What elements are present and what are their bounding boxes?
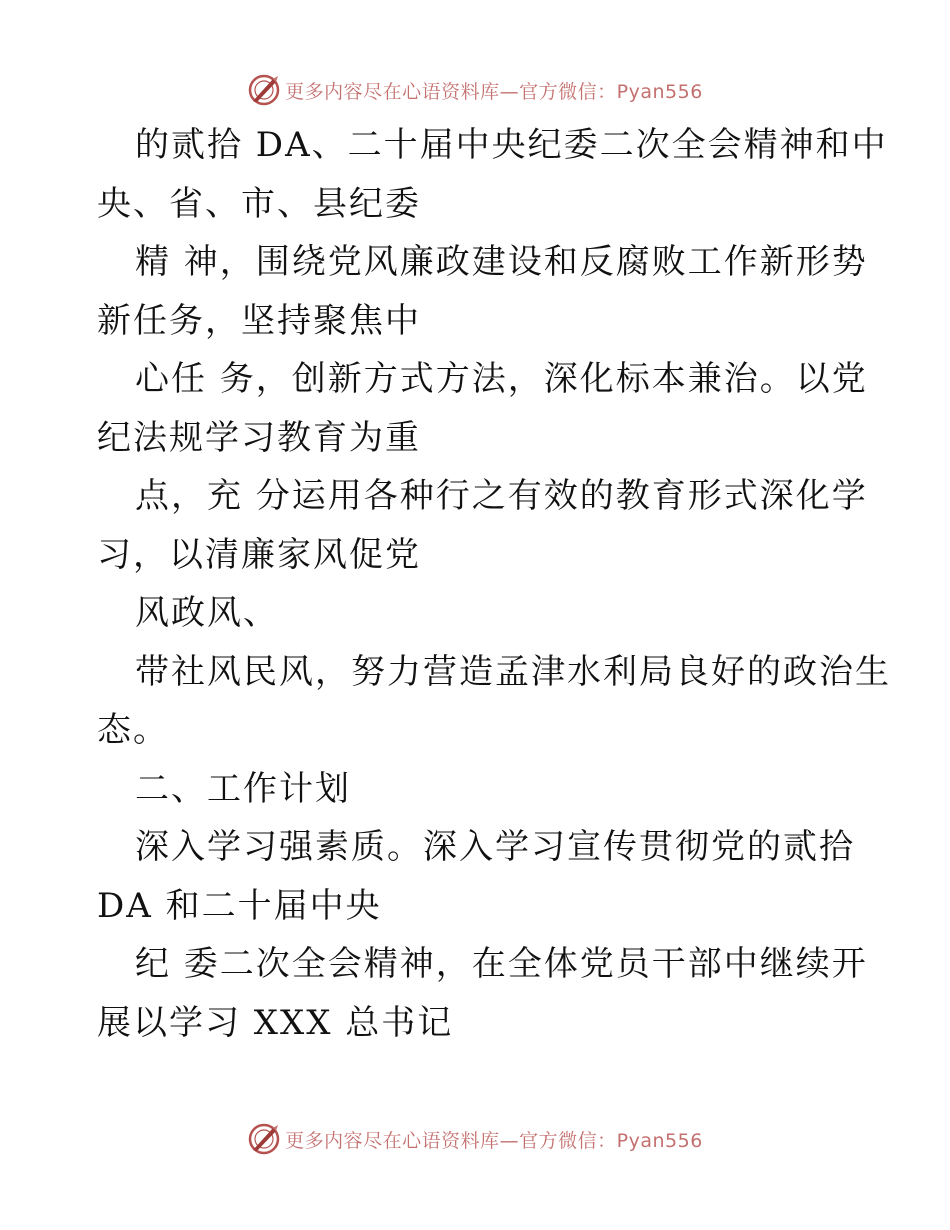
text-line: 心任 务，创新方式方法，深化标本兼治。以党 xyxy=(135,359,868,399)
quill-logo-icon xyxy=(247,73,281,107)
text-line: 纪法规学习教育为重 xyxy=(97,417,421,458)
text-line: 习，以清廉家风促党 xyxy=(97,534,421,575)
header-watermark xyxy=(0,70,950,110)
quill-logo-icon xyxy=(247,1122,281,1156)
text-line: DA 和二十届中央 xyxy=(97,885,382,926)
text-line: 点，充 分运用各种行之有效的教育形式深化学 xyxy=(135,476,868,516)
text-line: 二、工作计划 xyxy=(135,768,351,809)
text-line: 态。 xyxy=(97,710,169,750)
text-line: 带社风民风，努力营造孟津水利局良好的政治生 xyxy=(135,651,891,692)
text-line: 精 神，围绕党风廉政建设和反腐败工作新形势 xyxy=(135,242,868,282)
text-line: 纪 委二次全会精神，在全体党员干部中继续开 xyxy=(135,944,868,984)
watermark-text: 更多内容尽在心语资料库—官方微信：Pyan556 xyxy=(285,80,703,103)
watermark-text: 更多内容尽在心语资料库—官方微信：Pyan556 xyxy=(285,1129,703,1152)
text-line: 的贰拾 DA、二十届中央纪委二次全会精神和中 xyxy=(135,125,888,165)
text-line: 央、省、市、县纪委 xyxy=(97,183,421,224)
footer-watermark xyxy=(0,1119,950,1159)
document-body xyxy=(97,116,891,1052)
text-line: 风政风、 xyxy=(135,593,279,633)
text-line: 展以学习 XXX 总书记 xyxy=(97,1002,454,1043)
text-line: 新任务，坚持聚焦中 xyxy=(97,300,421,341)
text-line: 深入学习强素质。深入学习宣传贯彻党的贰拾 xyxy=(135,827,855,867)
